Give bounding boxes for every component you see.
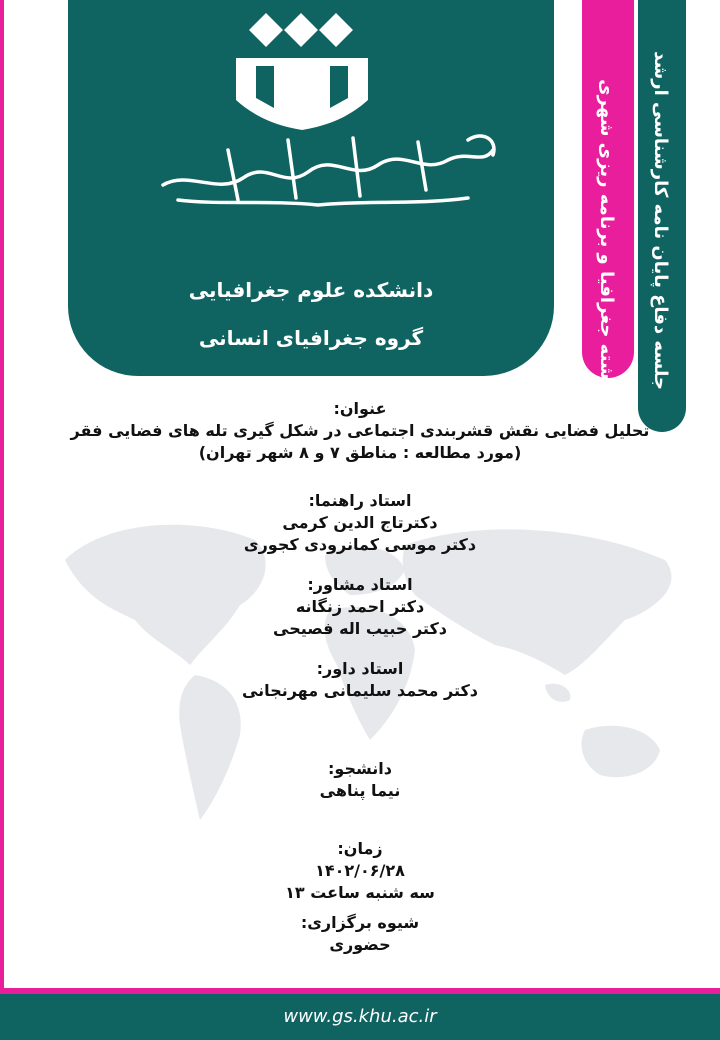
program-label: رشته جغرافیا و برنامه ریزی شهری — [596, 79, 617, 390]
session-tab — [638, 0, 686, 432]
examiner-name: دکتر محمد سلیمانی مهرنجانی — [241, 681, 478, 700]
program-tab — [582, 0, 634, 390]
header-panel — [68, 0, 554, 376]
format-value: حضوری — [329, 935, 391, 954]
footer-bar — [0, 994, 720, 1040]
department-name: گروه جغرافیای انسانی — [198, 326, 424, 350]
defense-time: سه شنبه ساعت ۱۳ — [285, 883, 435, 902]
advisor-label: استاد مشاور: — [307, 575, 413, 594]
format-label: شیوه برگزاری: — [300, 913, 420, 932]
supervisor-label: استاد راهنما: — [308, 491, 412, 510]
advisor-name-2: دکتر حبیب اله فصیحی — [273, 619, 447, 638]
university-logo — [68, 0, 554, 270]
faculty-name: دانشکده علوم جغرافیایی — [188, 278, 434, 302]
session-label: جلسه دفاع پایان نامه کارشناسی ارشد — [650, 51, 671, 390]
thesis-title-line2: (مورد مطالعه : مناطق ۷ و ۸ شهر تهران) — [198, 443, 522, 462]
advisor-name-1: دکتر احمد زنگانه — [295, 597, 425, 616]
time-label: زمان: — [337, 839, 383, 858]
website-link[interactable]: www.gs.khu.ac.ir — [283, 1006, 437, 1027]
thesis-title-line1: تحلیل فضایی نقش قشربندی اجتماعی در شکل گیری تله های فضایی فقر — [70, 421, 650, 440]
defense-date: ۱۴۰۲/۰۶/۲۸ — [315, 861, 405, 880]
thesis-details — [0, 398, 720, 956]
title-label: عنوان: — [333, 399, 387, 418]
student-label: دانشجو: — [328, 759, 392, 778]
student-name: نیما پناهی — [319, 781, 401, 800]
supervisor-name-2: دکتر موسی کمانرودی کجوری — [243, 535, 477, 554]
supervisor-name-1: دکترتاج الدین کرمی — [282, 513, 438, 532]
examiner-label: استاد داور: — [316, 659, 404, 678]
